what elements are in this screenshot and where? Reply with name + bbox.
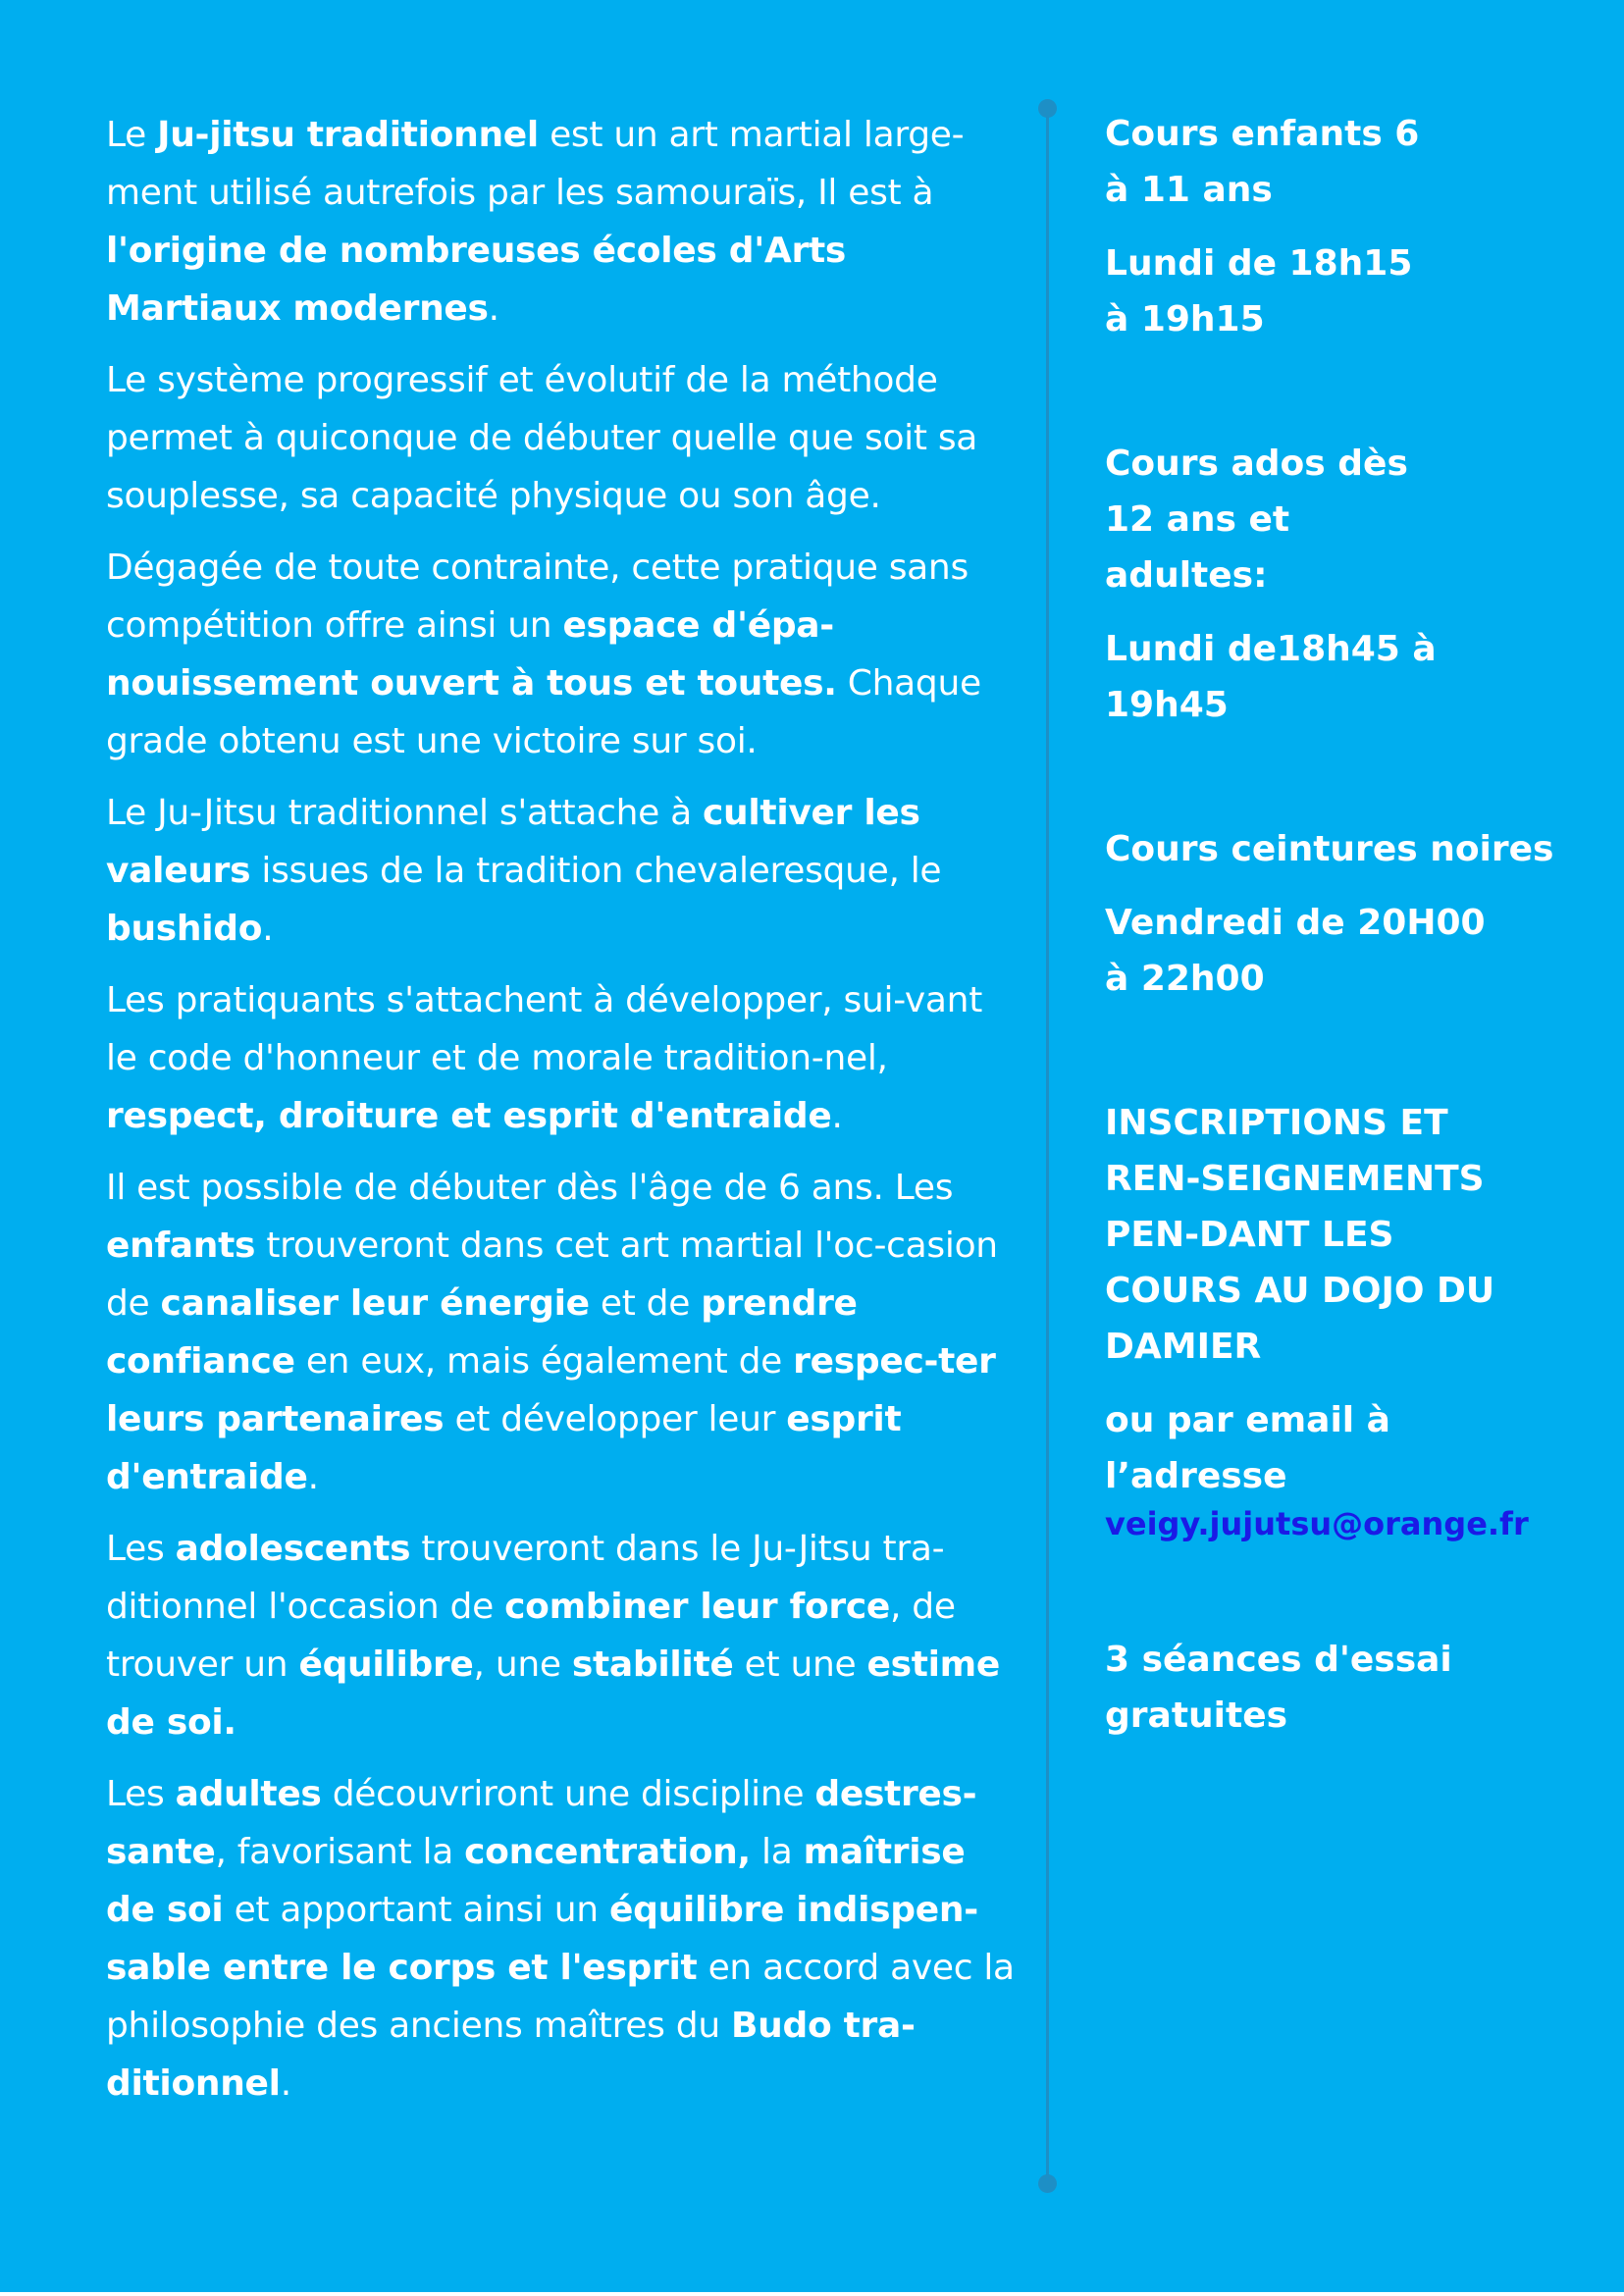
main-text-column bbox=[106, 106, 1019, 2126]
paragraph-intro: Le Ju-jitsu traditionnel est un art martial large-ment utilisé autrefois par les samouraïs, Il est à l'origine de nombreuses écoles d'Arts Martiaux modernes. bbox=[106, 115, 965, 329]
black-belt-class-title: Cours ceintures noires bbox=[1105, 829, 1554, 869]
column-divider bbox=[1046, 108, 1049, 2184]
paragraph-progressive-system: Le système progressif et évolutif de la méthode permet à quiconque de débuter quelle que soit sa souplesse, sa capacité physique ou son âge. bbox=[106, 360, 978, 516]
email-link[interactable]: veigy.jujutsu@orange.fr bbox=[1105, 1505, 1529, 1542]
divider-dot-top bbox=[1038, 99, 1057, 118]
teens-adults-class-time: Lundi de18h45 à 19h45 bbox=[1105, 629, 1437, 725]
free-trial-notice: 3 séances d'essai gratuites bbox=[1105, 1640, 1452, 1736]
inscriptions-notice: INSCRIPTIONS ET REN-SEIGNEMENTS PEN-DANT LES COURS AU DOJO DU DAMIER bbox=[1105, 1103, 1495, 1367]
paragraph-children: Il est possible de débuter dès l'âge de 6 ans. Les enfants trouveront dans cet art martial l'oc-casion de canaliser leur énergie et de prendre confiance en eux, mais également de respec-ter leurs partenaires et développer leur esprit d'entraide. bbox=[106, 1168, 998, 1497]
kids-class-time: Lundi de 18h15 à 19h15 bbox=[1105, 243, 1413, 339]
paragraph-adults: Les adultes découvriront une discipline destres-sante, favorisant la concentration, la maîtrise de soi et apportant ainsi un équilibre indispen-sable entre le corps et l'esprit en accord avec la philosophie des anciens maîtres du Budo tra-ditionnel. bbox=[106, 1774, 1015, 2104]
black-belt-class-time: Vendredi de 20H00 à 22h00 bbox=[1105, 903, 1486, 999]
paragraph-no-competition: Dégagée de toute contrainte, cette pratique sans compétition offre ainsi un espace d'épa-nouissement ouvert à tous et toutes. Chaque grade obtenu est une victoire sur soi. bbox=[106, 548, 981, 761]
paragraph-teens: Les adolescents trouveront dans le Ju-Jitsu tra-ditionnel l'occasion de combiner leur force, de trouver un équilibre, une stabilité et une estime de soi. bbox=[106, 1529, 1001, 1743]
divider-dot-bottom bbox=[1038, 2174, 1057, 2193]
paragraph-practitioners: Les pratiquants s'attachent à développer, sui-vant le code d'honneur et de morale tradition-nel, respect, droiture et esprit d'entraide. bbox=[106, 980, 983, 1136]
teens-adults-class-title: Cours ados dès 12 ans et adultes: bbox=[1105, 444, 1408, 596]
kids-class-title: Cours enfants 6 à 11 ans bbox=[1105, 114, 1420, 210]
email-intro: ou par email à l’adresse bbox=[1105, 1400, 1390, 1496]
paragraph-values: Le Ju-Jitsu traditionnel s'attache à cultiver les valeurs issues de la tradition chevaleresque, le bushido. bbox=[106, 793, 942, 949]
schedule-column bbox=[1105, 106, 1596, 1744]
